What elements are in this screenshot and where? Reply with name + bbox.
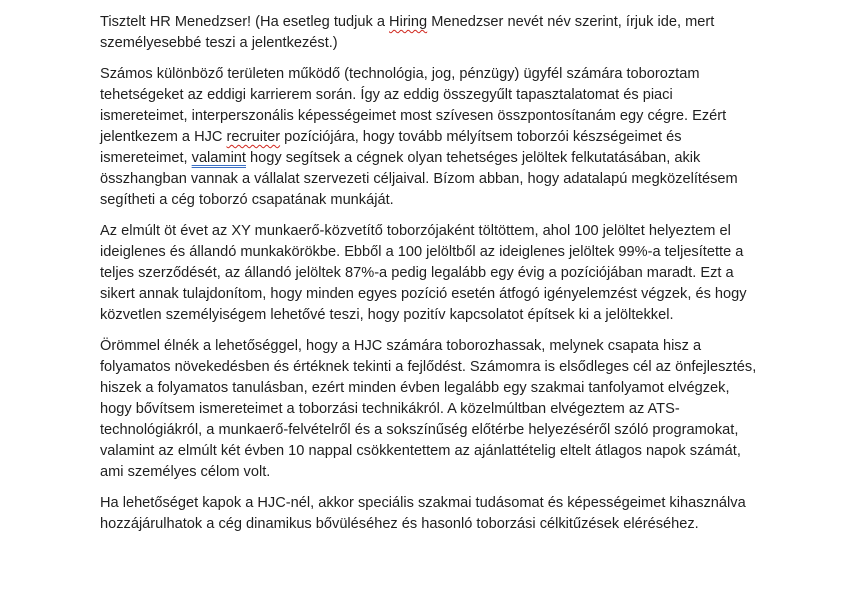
text-run: hogy segítsek a cégnek olyan tehetséges jelöltek felkutatásában, akik összhangban vannak a vállalat szervezeti céljaival. Bízom abban, hogy adatalapú megközelítésem segítheti a cég toborzó csapatának munkáját. <box>100 150 738 208</box>
text-run: Ha lehetőséget kapok a HJC-nél, akkor speciális szakmai tudásomat és képességeimet kihasználva hozzájárulhatok a cég dinamikus bővüléséhez és hasonló toborzási célkitűzések eléréséhez. <box>100 495 746 532</box>
spelling-error-mark[interactable]: Hiring <box>389 14 428 30</box>
text-run: pozíciójára, hogy tovább mélyítsem toborzói készségeimet és ismereteimet, <box>100 129 682 166</box>
paragraph-motivation[interactable] <box>100 336 760 483</box>
text-run: Menedzser nevét név szerint, írjuk ide, mert személyesebbé teszi a jelentkezést.) <box>100 14 715 51</box>
text-run: Tisztelt HR Menedzser! (Ha esetleg tudjuk a <box>100 14 390 30</box>
text-run: Örömmel élnék a lehetőséggel, hogy a HJC számára toborozhassak, melynek csapata hisz a folyamatos növekedésben és értéknek tekinti a fejlődést. Számomra is elsődleges cél az önfejlesztés, hiszek a folyamatos tanulásban, ezért minden évben legalább egy szakmai tanfolyamot elvégzek, hogy bővítsem ismereteimet a toborzási technikákról. A közelmúltban elvégeztem az ATS-technológiákról, a munkaerő-felvételről és a sokszínűség előtérbe helyezéséről szóló programokat, valamint az elmúlt két évben 10 nappal csökkentettem az ajánlattételig eltelt átlagos napok számát, ami személyes célom volt. <box>100 338 757 480</box>
paragraph-experience[interactable] <box>100 221 760 326</box>
paragraph-greeting[interactable] <box>100 12 760 54</box>
paragraph-closing[interactable] <box>100 493 760 535</box>
text-run: Számos különböző területen működő (technológia, jog, pénzügy) ügyfél számára toboroztam tehetségeket az eddigi karrierem során. Így az eddig összegyűlt tapasztalatomat és piaci ismereteimet, interperszonális képességeimet most szívesen összpontosítanám egy cégre. Ezért jelentkezem a HJC <box>100 66 727 145</box>
spelling-error-mark[interactable]: recruiter <box>226 129 281 145</box>
document-body[interactable] <box>100 12 760 545</box>
grammar-suggestion-mark[interactable]: valamint <box>191 150 246 166</box>
text-run: Az elmúlt öt évet az XY munkaerő-közvetítő toborzójaként töltöttem, ahol 100 jelöltet helyeztem el ideiglenes és állandó munkakörökbe. Ebből a 100 jelöltből az ideiglenes jelöltek 99%-a teljesítette a teljes szerződését, az állandó jelöltek 87%-a pedig legalább egy évig a pozíciójában maradt. Ezt a sikert annak tulajdonítom, hogy minden egyes pozíció esetén átfogó igényelemzést végzek, és hogy közvetlen személyiségem lehetővé teszi, hogy pozitív kapcsolatot építsek ki a jelöltekkel. <box>100 223 747 323</box>
paragraph-introduction[interactable] <box>100 64 760 211</box>
